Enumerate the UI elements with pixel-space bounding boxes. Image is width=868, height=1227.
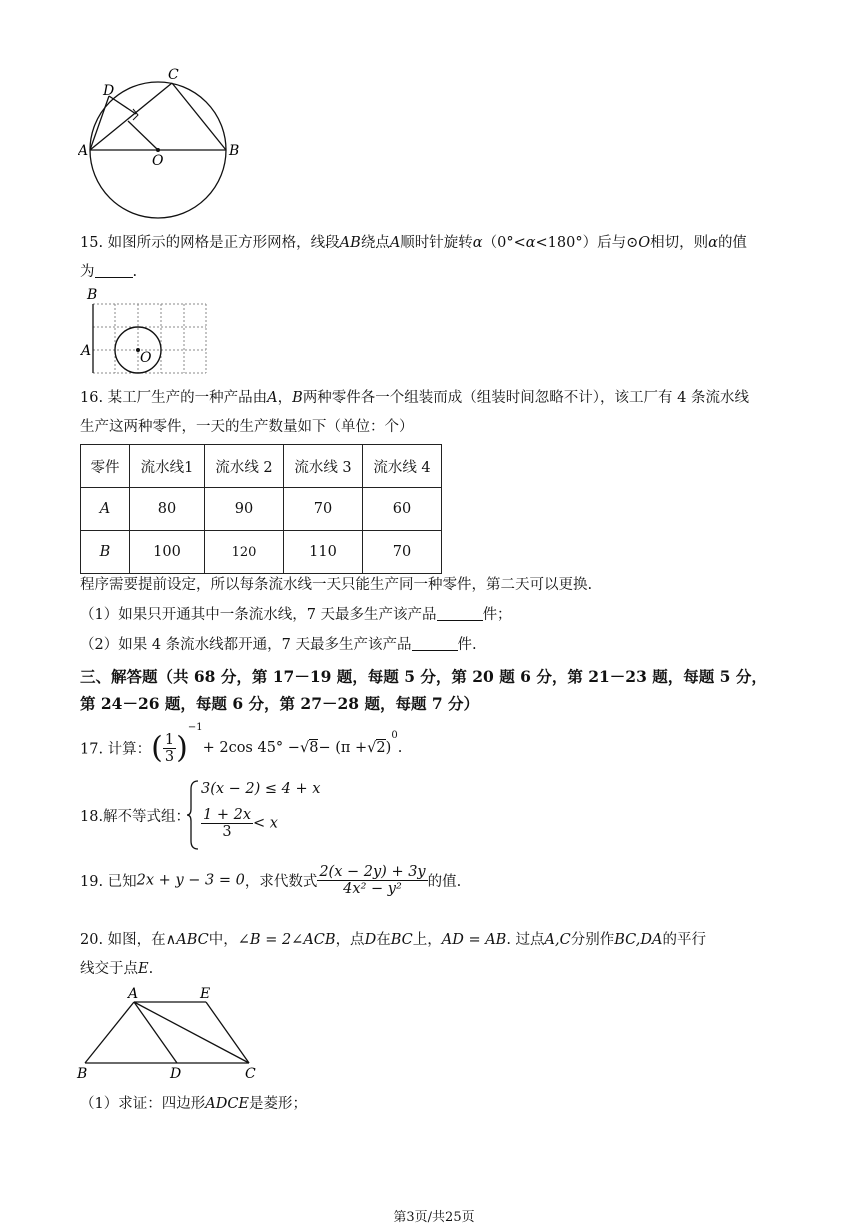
table-cell: 70 <box>363 531 442 574</box>
table-cell-part: A <box>81 488 130 531</box>
label-c: C <box>168 67 179 83</box>
table-header-cell: 流水线1 <box>130 445 205 488</box>
q20-line1: 20. 如图，在∧ABC中，∠B = 2∠ACB，点D在BC上，AD = AB. 过点A,C分别作BC,DA的平行 <box>80 932 706 948</box>
page-footer: 第3页/共25页 <box>393 1210 475 1225</box>
q15-line1: 15. 如图所示的网格是正方形网格，线段AB绕点A顺时针旋转α（0°<α<180°）后与⊙O相切，则α的值 <box>80 235 747 251</box>
label-c: C <box>245 1066 256 1082</box>
q20-sub1: （1）求证：四边形ADCE是菱形； <box>80 1096 308 1112</box>
label-d: D <box>170 1066 182 1082</box>
table-header-cell: 流水线 4 <box>363 445 442 488</box>
brace-icon <box>186 779 200 851</box>
section-heading: 三、解答题（共 68 分，第 17－19 题，每题 5 分，第 20 题 6 分，第 21－23 题，每题 5 分， <box>80 667 767 686</box>
circle-figure <box>78 60 258 225</box>
q19: 19. 已知2x + y − 3 = 0，求代数式 $\frac{2(x - 2y) + 3y}{\text{4x² − y²}}$ 的值. <box>80 864 462 897</box>
table-header-cell: 流水线 2 <box>205 445 284 488</box>
table-cell: 90 <box>205 488 284 531</box>
q16-note: 程序需要提前设定，所以每条流水线一天只能生产同一种零件，第二天可以更换. <box>80 577 593 593</box>
table-cell: 60 <box>363 488 442 531</box>
label-a: A <box>81 343 92 359</box>
fraction: $\frac{2(x - 2y) + 3y}{\text{4x² − y²}}$ <box>319 864 426 897</box>
parallelogram-figure <box>74 985 274 1083</box>
q16-sub1: （1）如果只开通其中一条流水线，7 天最多生产该产品 件； <box>80 607 512 623</box>
q16-line2: 生产这两种零件，一天的生产数量如下（单位：个） <box>80 419 414 435</box>
table-header-cell: 流水线 3 <box>284 445 363 488</box>
label-o: O <box>152 153 164 169</box>
table-cell: 110 <box>284 531 363 574</box>
table-row <box>81 531 442 574</box>
label-b: B <box>77 1066 88 1082</box>
label-e: E <box>200 986 211 1002</box>
table-cell: 80 <box>130 488 205 531</box>
label-d: D <box>103 83 115 99</box>
inequality-1: 3(x − 2) ≤ 4 + x <box>201 781 321 797</box>
q16-line1: 16. 某工厂生产的一种产品由A，B两种零件各一个组装而成（组装时间忽略不计），该工厂有 4 条流水线 <box>80 390 750 406</box>
table-cell: 120 <box>205 531 284 574</box>
q18-label: 18.解不等式组： <box>80 809 191 825</box>
grid-figure <box>78 284 213 376</box>
production-table <box>80 444 442 574</box>
q20-line2: 线交于点E. <box>80 961 154 977</box>
q17: 17. 计算：( $\frac{1}{3}$ )$^{-1}$+ 2cos $45^\circ -√8- (\pi +√2)^0$. <box>80 722 403 766</box>
table-cell: 100 <box>130 531 205 574</box>
label-o: O <box>140 350 152 366</box>
fraction: $\frac{1 + 2x}{3}$ <box>203 807 251 840</box>
q16-sub2: （2）如果 4 条流水线都开通，7 天最多生产该产品 件. <box>80 637 477 653</box>
label-a: A <box>128 986 139 1002</box>
table-cell: 70 <box>284 488 363 531</box>
fraction: $\frac{1}{3}$ <box>164 731 175 765</box>
label-a: A <box>78 143 89 159</box>
inequality-2: $\frac{1 + 2x}{3}$ < x <box>203 807 278 840</box>
answer-blank <box>437 606 483 621</box>
answer-blank <box>412 636 458 651</box>
label-b: B <box>229 143 240 159</box>
table-row <box>81 488 442 531</box>
table-cell-part: B <box>81 531 130 574</box>
answer-blank <box>95 263 133 278</box>
q15-line2: 为 . <box>80 264 138 280</box>
section-heading-cont: 第 24－26 题，每题 6 分，第 27－28 题，每题 7 分） <box>80 694 480 713</box>
label-b: B <box>87 287 98 303</box>
table-header-row <box>81 445 442 488</box>
table-header-cell: 零件 <box>81 445 130 488</box>
